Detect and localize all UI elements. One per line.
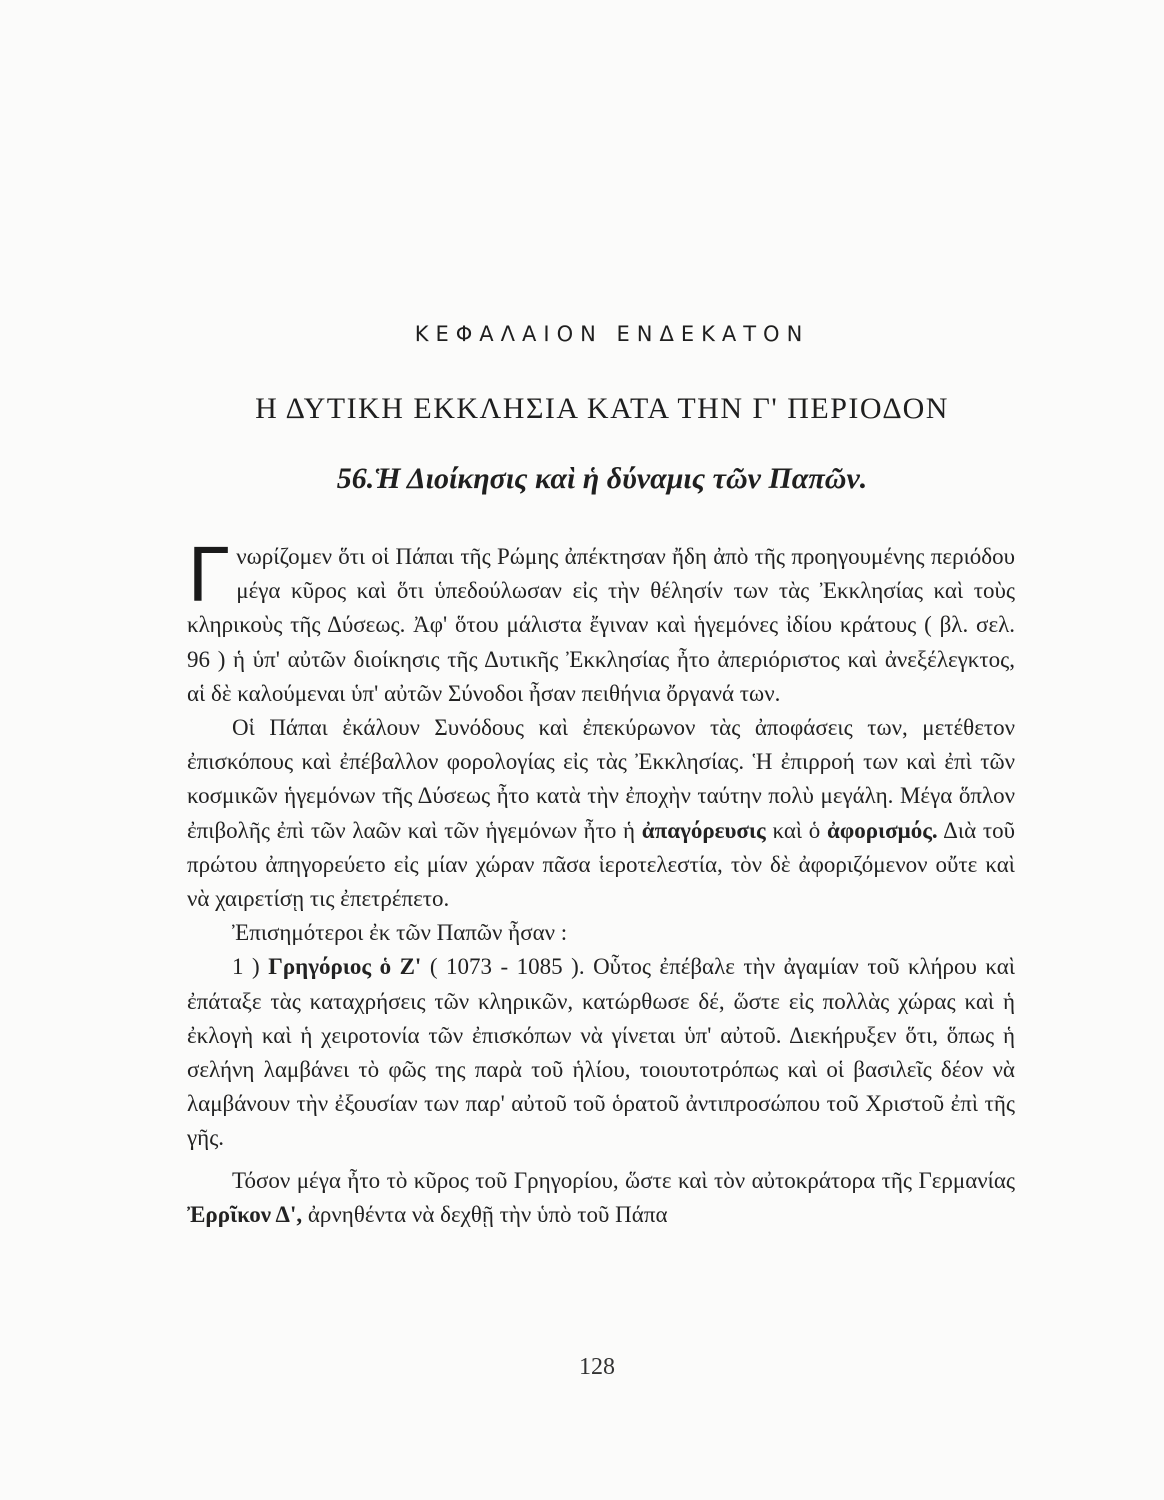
paragraph-5 — [187, 1164, 1015, 1232]
pope-name-gregory: Γρηγόριος ὁ Ζ' — [268, 954, 422, 980]
paragraph-2-text-b: καὶ ὁ — [772, 817, 821, 843]
paragraph-4 — [187, 950, 1015, 1155]
body-text — [187, 533, 1016, 1232]
list-number: 1 ) — [232, 954, 260, 980]
term-interdict: ἀπαγόρευσις — [641, 817, 766, 843]
drop-cap: Γ — [187, 533, 229, 619]
paragraph-5-text-a: Τόσον μέγα ἦτο τὸ κῦρος τοῦ Γρηγορίου, ὥστε καὶ τὸν αὐτοκράτορα τῆς Γερμανίας — [232, 1167, 1015, 1193]
paragraph-2 — [187, 711, 1015, 916]
paragraph-4-text: ( 1073 - 1085 ). Οὗτος ἐπέβαλε τὴν ἀγαμίαν τοῦ κλήρου καὶ ἐπάταξε τὰς καταχρήσεις τῶν κληρικῶν, κατώρθωσε δέ, ὥστε εἰς πολλὰς χώρας καὶ ἡ ἐκλογὴ καὶ ἡ χειροτονία τῶν ἐπισκόπων νὰ γίνεται ὑπ' αὐτοῦ. Διεκήρυξεν ὅτι, ὅπως ἡ σελήνη λαμβάνει τὸ φῶς της παρὰ τοῦ ἡλίου, τοιουτοτρόπως καὶ οἱ βασιλεῖς δέον νὰ λαμβάνουν τὴν ἐξουσίαν των παρ' αὐτοῦ τοῦ ὁρατοῦ ἀντιπροσώπου τοῦ Χριστοῦ ἐπὶ τῆς γῆς. — [187, 954, 1016, 1151]
paragraph-2-text-a: Οἱ Πάπαι ἐκάλουν Συνόδους καὶ ἐπεκύρωνον τὰς ἀποφάσεις των, μετέθετον ἐπισκόπους καὶ ἐπέβαλλον φορολογίας εἰς τὰς Ἐκκλησίας. Ἡ ἐπιρροή των καὶ ἐπὶ τῶν κοσμικῶν ἡγεμόνων τῆς Δύσεως ἦτο κατὰ τὴν ἐποχὴν ταύτην πολὺ μεγάλη. Μέγα ὅπλον ἐπιβολῆς ἐπὶ τῶν λαῶν καὶ τῶν ἡγεμόνων ἦτο ἡ — [187, 715, 1015, 843]
term-excommunication: ἀφορισμός. — [827, 817, 938, 843]
chapter-title: Η ΔΥΤΙΚΗ ΕΚΚΛΗΣΙΑ ΚΑΤΑ ΤΗΝ Γ' ΠΕΡΙΟΔΟΝ — [255, 392, 949, 425]
paragraph-2-text-c: Διὰ τοῦ πρώτου ἀπηγορεύετο εἰς μίαν χώραν πᾶσα ἱεροτελεστία, τὸν δὲ ἀφοριζόμενον οὔτε καὶ νὰ χαιρετίσῃ τις ἐπετρέπετο. — [187, 817, 1015, 912]
emperor-name-henry: Ἐρρῖκον Δ', — [187, 1201, 303, 1227]
paragraph-1-text: νωρίζομεν ὅτι οἱ Πάπαι τῆς Ρώμης ἀπέκτησαν ἤδη ἀπὸ τῆς προηγουμένης περιόδου μέγα κῦρος καὶ ὅτι ὑπεδούλωσαν εἰς τὴν θέλησίν των τὰς Ἐκκλησίας καὶ τοὺς κληρικοὺς τῆς Δύσεως. Ἀφ' ὅτου μάλιστα ἔγιναν καὶ ἡγεμόνες ἰδίου κράτους ( βλ. σελ. 96 ) ἡ ὑπ' αὐτῶν διοίκησις τῆς Δυτικῆς Ἐκκλησίας ἦτο ἀπεριόριστος καὶ ἀνεξέλεγκτος, αἱ δὲ καλούμεναι ὑπ' αὐτῶν Σύνοδοι ἦσαν πειθήνια ὄργανά των. — [187, 544, 1015, 706]
chapter-label: ΚΕΦΑΛΑΙΟΝ ΕΝΔΕΚΑΤΟΝ — [414, 322, 810, 346]
page-number: 128 — [579, 1354, 615, 1380]
paragraph-3 — [187, 916, 1015, 950]
paragraph-1 — [187, 533, 1015, 711]
paragraph-5-text-b: ἀρνηθέντα νὰ δεχθῇ τὴν ὑπὸ τοῦ Πάπα — [307, 1201, 668, 1227]
section-title: 56.Ἡ Διοίκησις καὶ ἡ δύναμις τῶν Παπῶν. — [336, 462, 868, 495]
paragraph-3-text: Ἐπισημότεροι ἐκ τῶν Παπῶν ἦσαν : — [232, 920, 568, 946]
